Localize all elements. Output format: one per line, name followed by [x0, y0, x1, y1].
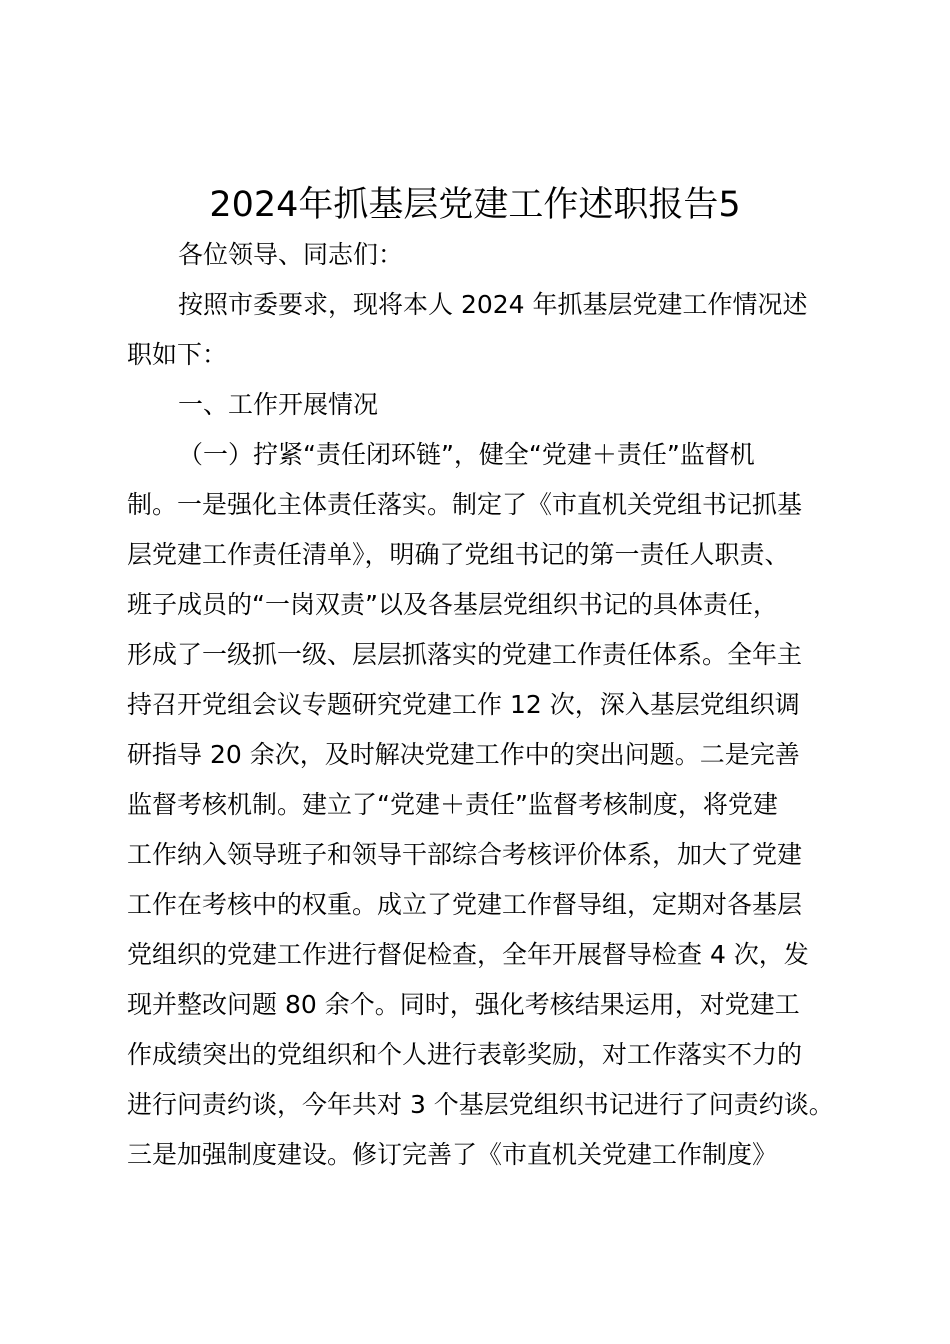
intro-line-1: 按照市委要求，现将本人 2024 年抓基层党建工作情况述: [178, 290, 808, 319]
section-heading: 一、工作开展情况: [178, 390, 379, 419]
body-line: （一）拧紧“责任闭环链”，健全“党建＋责任”监督机: [178, 440, 755, 469]
salutation: 各位领导、同志们：: [178, 240, 404, 269]
body-line: 形成了一级抓一级、层层抓落实的党建工作责任体系。全年主: [127, 640, 803, 669]
body-line: 工作纳入领导班子和领导干部综合考核评价体系，加大了党建: [127, 840, 803, 869]
body-line: 作成绩突出的党组织和个人进行表彰奖励，对工作落实不力的: [127, 1040, 803, 1069]
body-line: 进行问责约谈，今年共对 3 个基层党组织书记进行了问责约谈。: [127, 1090, 834, 1119]
body-line: 制。一是强化主体责任落实。制定了《市直机关党组书记抓基: [127, 490, 803, 519]
body-line: 持召开党组会议专题研究党建工作 12 次，深入基层党组织调: [127, 690, 800, 719]
document-title: 2024年抓基层党建工作述职报告5: [209, 185, 741, 225]
intro-line-2: 职如下：: [127, 340, 228, 369]
body-line: 党组织的党建工作进行督促检查，全年开展督导检查 4 次，发: [127, 940, 809, 969]
body-line: 研指导 20 余次，及时解决党建工作中的突出问题。二是完善: [127, 740, 800, 769]
body-line: 现并整改问题 80 余个。同时，强化考核结果运用，对党建工: [127, 990, 800, 1019]
body-line: 层党建工作责任清单》，明确了党组书记的第一责任人职责、: [127, 540, 790, 569]
body-line: 班子成员的“一岗双责”以及各基层党组织书记的具体责任，: [127, 590, 778, 619]
body-line: 三是加强制度建设。修订完善了《市直机关党建工作制度》: [127, 1140, 778, 1169]
body-line: 监督考核机制。建立了“党建＋责任”监督考核制度，将党建: [127, 790, 778, 819]
body-line: 工作在考核中的权重。成立了党建工作督导组，定期对各基层: [127, 890, 803, 919]
